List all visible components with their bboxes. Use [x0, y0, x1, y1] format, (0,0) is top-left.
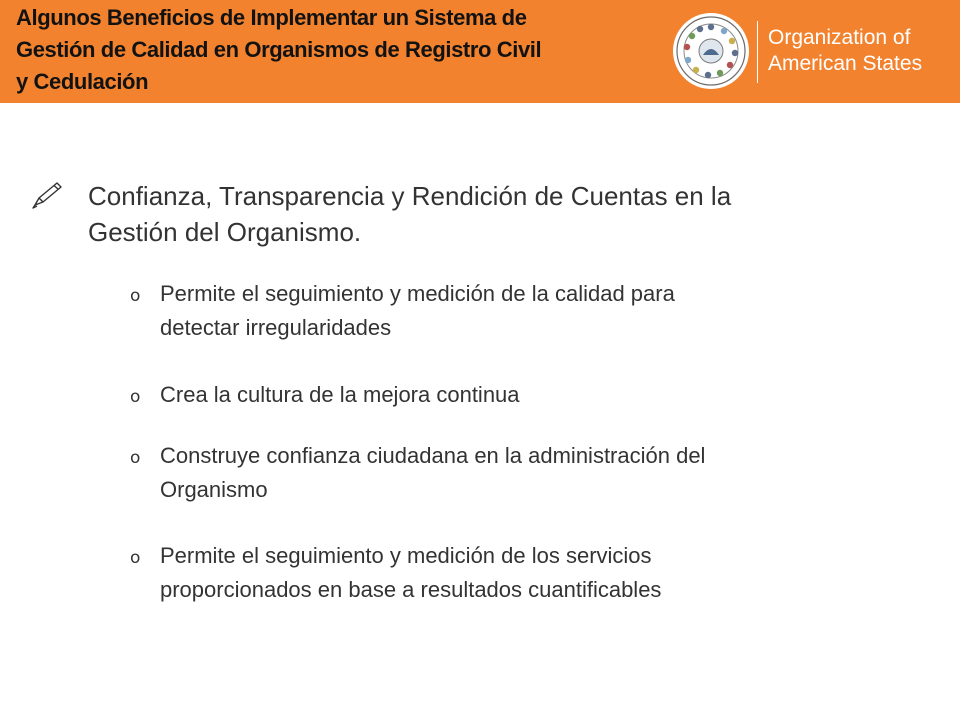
- sub-item-line: Construye confianza ciudadana en la administración del: [160, 443, 706, 468]
- sub-item-line: Permite el seguimiento y medición de la calidad para: [160, 281, 675, 306]
- sub-item-line: Crea la cultura de la mejora continua: [160, 382, 520, 407]
- sub-item-line: Permite el seguimiento y medición de los servicios: [160, 543, 652, 568]
- sub-item-line: Organismo: [160, 477, 268, 502]
- slide-title-line: Algunos Beneficios de Implementar un Sistema de: [16, 5, 527, 30]
- slide-title-line: y Cedulación: [16, 69, 149, 94]
- sub-item-line: proporcionados en base a resultados cuantificables: [160, 577, 662, 602]
- main-bullet-text: [88, 178, 888, 250]
- sub-item-marker: o: [130, 448, 141, 468]
- sub-item: [160, 539, 920, 607]
- sub-item-line: detectar irregularidades: [160, 315, 392, 340]
- slide-title-line: Gestión de Calidad en Organismos de Registro Civil: [16, 37, 542, 62]
- logo-text-line: American States: [768, 52, 923, 75]
- main-bullet-line: Gestión del Organismo.: [88, 217, 362, 247]
- logo-text-line: Organization of: [768, 26, 911, 49]
- main-bullet-line: Confianza, Transparencia y Rendición de Cuentas en la: [88, 181, 732, 211]
- sub-item: [160, 378, 920, 412]
- pencil-icon: [30, 180, 64, 210]
- sub-item-marker: o: [130, 286, 141, 306]
- sub-item: [160, 439, 920, 507]
- sub-item-marker: o: [130, 387, 141, 407]
- sub-item: [160, 277, 920, 345]
- sub-item-marker: o: [130, 548, 141, 568]
